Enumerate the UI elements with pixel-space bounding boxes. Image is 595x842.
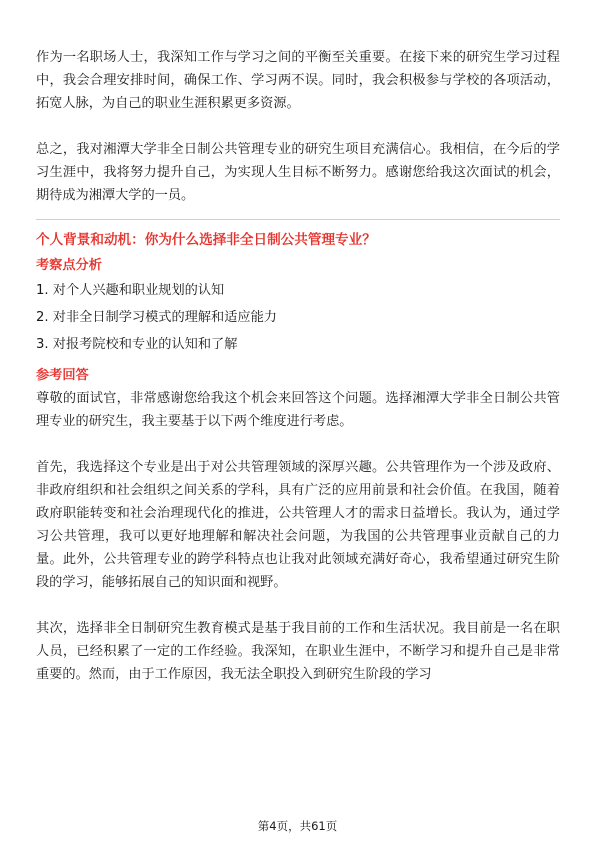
section-divider bbox=[36, 219, 560, 220]
list-item: 1. 对个人兴趣和职业规划的认知 bbox=[36, 283, 225, 298]
page-number: 第4页，共61页 bbox=[257, 819, 338, 833]
intro-paragraph-2: 总之，我对湘潭大学非全日制公共管理专业的研究生项目充满信心。我相信，在今后的学习生涯中，我将努力提升自己，为实现人生目标不断努力。感谢您给我这次面试的机会，期待成为湘潭大学的一员。 bbox=[36, 142, 560, 203]
document-page bbox=[36, 46, 560, 686]
answer-paragraph-1: 尊敬的面试官，非常感谢您给我这个机会来回答这个问题。选择湘潭大学非全日制公共管理专业的研究生，我主要基于以下两个维度进行考虑。 bbox=[36, 391, 560, 429]
list-item: 3. 对报考院校和专业的认知和了解 bbox=[36, 337, 238, 352]
analysis-list bbox=[36, 277, 560, 358]
question-title: 个人背景和动机：你为什么选择非全日制公共管理专业？ bbox=[36, 232, 376, 248]
answer-paragraph-2: 首先，我选择这个专业是出于对公共管理领域的深厚兴趣。公共管理作为一个涉及政府、非政府组织和社会组织之间关系的学科，具有广泛的应用前景和社会价值。在我国，随着政府职能转变和社会治理现代化的推进，公共管理人才的需求日益增长。我认为，通过学习公共管理，我可以更好地理解和解决社会问题，为我国的公共管理事业贡献自己的力量。此外，公共管理专业的跨学科特点也让我对此领域充满好奇心，我希望通过研究生阶段的学习，能够拓展自己的知识面和视野。 bbox=[36, 460, 560, 590]
intro-paragraph-1: 作为一名职场人士，我深知工作与学习之间的平衡至关重要。在接下来的研究生学习过程中，我会合理安排时间，确保工作、学习两不误。同时，我会积极参与学校的各项活动，拓宽人脉，为自己的职业生涯积累更多资源。 bbox=[36, 50, 560, 111]
answer-heading: 参考回答 bbox=[36, 368, 89, 383]
analysis-heading: 考察点分析 bbox=[36, 258, 102, 273]
answer-paragraph-3: 其次，选择非全日制研究生教育模式是基于我目前的工作和生活状况。我目前是一名在职人员，已经积累了一定的工作经验。我深知，在职业生涯中，不断学习和提升自己是非常重要的。然而，由于工作原因，我无法全职投入到研究生阶段的学习 bbox=[36, 621, 560, 682]
list-item: 2. 对非全日制学习模式的理解和适应能力 bbox=[36, 310, 277, 325]
